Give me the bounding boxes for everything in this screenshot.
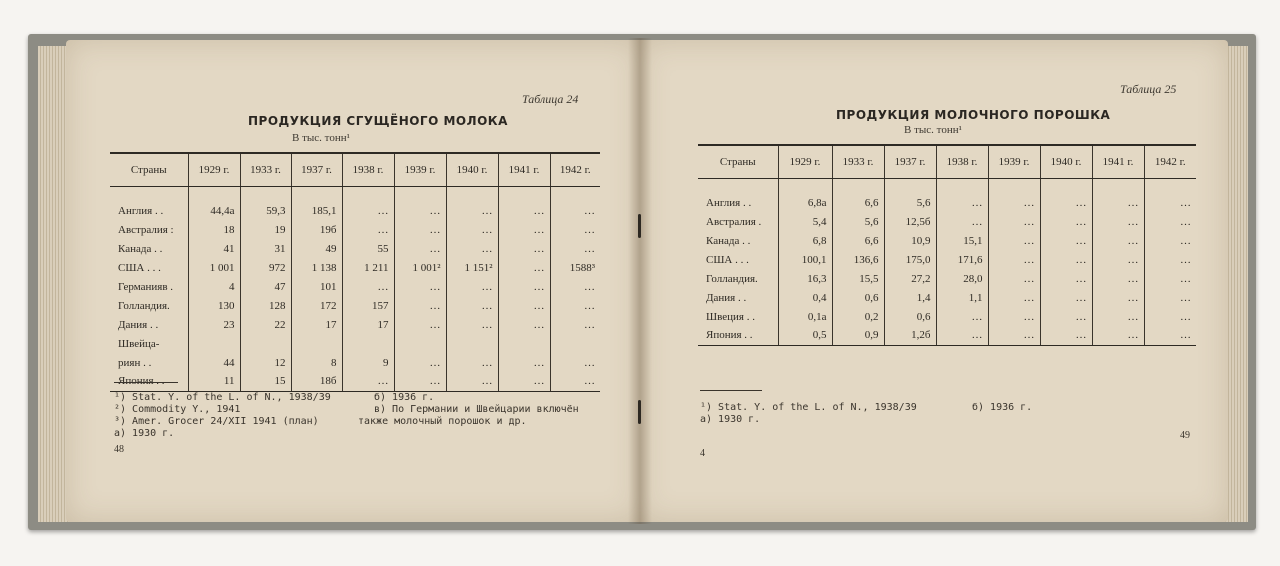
- column-header-year: 1941 г.: [498, 153, 550, 187]
- binding-stitch: [638, 214, 641, 238]
- value-cell: …: [446, 277, 498, 296]
- value-cell: …: [1144, 250, 1196, 269]
- value-cell: …: [498, 315, 550, 334]
- value-cell: 130: [188, 296, 240, 315]
- value-cell: 5,4: [778, 212, 832, 231]
- value-cell: …: [498, 277, 550, 296]
- column-header-year: 1937 г.: [884, 145, 936, 179]
- value-cell: 9: [342, 353, 394, 372]
- signature-mark: 4: [700, 448, 705, 459]
- column-header-year: 1933 г.: [240, 153, 291, 187]
- book-spine: [628, 38, 652, 524]
- value-cell: …: [1144, 288, 1196, 307]
- value-cell: …: [342, 372, 394, 391]
- value-cell: 101: [291, 277, 342, 296]
- table-row: [110, 296, 600, 315]
- country-cell: Голландия.: [706, 272, 758, 285]
- value-cell: 5,6: [832, 212, 884, 231]
- value-cell: …: [988, 269, 1040, 288]
- table-unit: В тыс. тонн¹: [292, 132, 350, 144]
- column-header-year: 1941 г.: [1092, 145, 1144, 179]
- footnote: в) По Германии и Швейцарии включён: [374, 404, 579, 415]
- footnote: б) 1936 г.: [374, 392, 435, 403]
- footnote: ¹) Stat. Y. of the L. of N., 1938/39: [700, 402, 917, 413]
- table-row: [698, 231, 1196, 250]
- table-row: [698, 250, 1196, 269]
- table-row: [110, 372, 600, 391]
- table-number: Таблица 24: [522, 92, 579, 106]
- value-cell: …: [988, 250, 1040, 269]
- value-cell: [291, 334, 342, 353]
- table-title: ПРОДУКЦИЯ МОЛОЧНОГО ПОРОШКА: [836, 108, 1111, 122]
- value-cell: 0,6: [832, 288, 884, 307]
- page-number: 49: [1180, 430, 1190, 441]
- value-cell: …: [342, 277, 394, 296]
- table-row: [698, 269, 1196, 288]
- value-cell: 100,1: [778, 250, 832, 269]
- table-row: [110, 277, 600, 296]
- table-row: [698, 326, 1196, 345]
- value-cell: 55: [342, 239, 394, 258]
- column-header-year: 1937 г.: [291, 153, 342, 187]
- value-cell: [240, 334, 291, 353]
- value-cell: 6,6: [832, 193, 884, 212]
- value-cell: …: [446, 372, 498, 391]
- value-cell: …: [988, 326, 1040, 345]
- value-cell: [498, 334, 550, 353]
- page-number: 48: [114, 444, 124, 455]
- value-cell: …: [394, 220, 446, 239]
- value-cell: …: [498, 296, 550, 315]
- value-cell: …: [1092, 231, 1144, 250]
- value-cell: 49: [291, 239, 342, 258]
- value-cell: 44,4а: [188, 201, 240, 220]
- value-cell: …: [1092, 288, 1144, 307]
- value-cell: 0,6: [884, 307, 936, 326]
- value-cell: 23: [188, 315, 240, 334]
- value-cell: …: [1092, 250, 1144, 269]
- column-header-country: Страны: [110, 153, 188, 187]
- value-cell: …: [394, 201, 446, 220]
- value-cell: …: [446, 353, 498, 372]
- value-cell: …: [988, 288, 1040, 307]
- value-cell: …: [1040, 326, 1092, 345]
- value-cell: 1 151²: [446, 258, 498, 277]
- country-cell: Голландия.: [118, 299, 170, 312]
- value-cell: 1,2б: [884, 326, 936, 345]
- value-cell: …: [1144, 231, 1196, 250]
- footnote: ³) Amer. Grocer 24/XII 1941 (план): [114, 416, 319, 427]
- table-row: [110, 201, 600, 220]
- value-cell: 4: [188, 277, 240, 296]
- value-cell: 136,6: [832, 250, 884, 269]
- value-cell: 1,4: [884, 288, 936, 307]
- country-cell: США . . .: [118, 261, 161, 274]
- value-cell: 0,5: [778, 326, 832, 345]
- value-cell: …: [498, 372, 550, 391]
- table-row: [110, 258, 600, 277]
- value-cell: 28,0: [936, 269, 988, 288]
- column-header-year: 1929 г.: [188, 153, 240, 187]
- value-cell: 6,8: [778, 231, 832, 250]
- country-cell: Дания . .: [118, 318, 159, 331]
- value-cell: 18б: [291, 372, 342, 391]
- table-title: ПРОДУКЦИЯ СГУЩЁНОГО МОЛОКА: [248, 114, 508, 128]
- value-cell: …: [446, 239, 498, 258]
- value-cell: …: [1040, 250, 1092, 269]
- value-cell: 10,9: [884, 231, 936, 250]
- right-page: [640, 40, 1228, 522]
- value-cell: 12: [240, 353, 291, 372]
- value-cell: …: [394, 239, 446, 258]
- value-cell: 44: [188, 353, 240, 372]
- table-row: [698, 193, 1196, 212]
- value-cell: …: [936, 326, 988, 345]
- value-cell: 5,6: [884, 193, 936, 212]
- value-cell: 1 001²: [394, 258, 446, 277]
- value-cell: …: [498, 220, 550, 239]
- footnote: ²) Commodity Y., 1941: [114, 404, 241, 415]
- value-cell: [188, 334, 240, 353]
- footnote: также молочный порошок и др.: [358, 416, 527, 427]
- value-cell: 19б: [291, 220, 342, 239]
- value-cell: 0,4: [778, 288, 832, 307]
- value-cell: [550, 334, 600, 353]
- footnote-rule: [114, 382, 178, 383]
- column-header-year: 1942 г.: [550, 153, 600, 187]
- value-cell: …: [446, 296, 498, 315]
- value-cell: 11: [188, 372, 240, 391]
- country-cell: Англия . .: [706, 196, 752, 209]
- value-cell: 15: [240, 372, 291, 391]
- value-cell: …: [498, 201, 550, 220]
- value-cell: …: [550, 353, 600, 372]
- value-cell: …: [1040, 212, 1092, 231]
- country-cell: Швеция . .: [706, 310, 755, 323]
- value-cell: …: [1040, 269, 1092, 288]
- table-row: [698, 212, 1196, 231]
- condensed-milk-table: [110, 152, 600, 392]
- value-cell: …: [550, 239, 600, 258]
- value-cell: …: [550, 296, 600, 315]
- value-cell: 19: [240, 220, 291, 239]
- value-cell: 172: [291, 296, 342, 315]
- value-cell: 17: [342, 315, 394, 334]
- value-cell: …: [988, 307, 1040, 326]
- value-cell: 12,5б: [884, 212, 936, 231]
- table-row: [110, 334, 600, 353]
- value-cell: 17: [291, 315, 342, 334]
- value-cell: …: [1144, 326, 1196, 345]
- milk-powder-table: [698, 144, 1196, 346]
- value-cell: 1 001: [188, 258, 240, 277]
- country-cell: Швейца-: [118, 337, 160, 350]
- country-cell: Австралия .: [706, 215, 762, 228]
- value-cell: …: [1040, 231, 1092, 250]
- value-cell: 972: [240, 258, 291, 277]
- value-cell: 128: [240, 296, 291, 315]
- value-cell: 41: [188, 239, 240, 258]
- value-cell: …: [394, 372, 446, 391]
- value-cell: …: [394, 315, 446, 334]
- value-cell: 59,3: [240, 201, 291, 220]
- value-cell: …: [446, 201, 498, 220]
- country-cell: Япония . .: [698, 326, 778, 345]
- column-header-year: 1942 г.: [1144, 145, 1196, 179]
- value-cell: …: [394, 296, 446, 315]
- value-cell: …: [498, 239, 550, 258]
- column-header-year: 1939 г.: [394, 153, 446, 187]
- table-row: [110, 353, 600, 372]
- value-cell: 171,6: [936, 250, 988, 269]
- value-cell: …: [936, 212, 988, 231]
- value-cell: 6,8а: [778, 193, 832, 212]
- value-cell: …: [1144, 193, 1196, 212]
- value-cell: …: [1092, 326, 1144, 345]
- value-cell: …: [394, 353, 446, 372]
- value-cell: 15,5: [832, 269, 884, 288]
- value-cell: …: [988, 231, 1040, 250]
- value-cell: …: [936, 193, 988, 212]
- value-cell: [394, 334, 446, 353]
- country-cell: Дания . .: [706, 291, 747, 304]
- table-row: [110, 220, 600, 239]
- footnote: ¹) Stat. Y. of the L. of N., 1938/39: [114, 392, 331, 403]
- table-spacer-row: [110, 187, 600, 202]
- value-cell: …: [498, 258, 550, 277]
- value-cell: 6,6: [832, 231, 884, 250]
- value-cell: 22: [240, 315, 291, 334]
- table-spacer-row: [698, 179, 1196, 194]
- table-number: Таблица 25: [1120, 82, 1177, 96]
- left-page: [66, 40, 640, 522]
- value-cell: …: [1092, 269, 1144, 288]
- value-cell: …: [1144, 307, 1196, 326]
- value-cell: …: [498, 353, 550, 372]
- value-cell: 15,1: [936, 231, 988, 250]
- footnote-rule: [700, 390, 762, 391]
- country-cell: Канада . .: [118, 242, 163, 255]
- column-header-year: 1933 г.: [832, 145, 884, 179]
- country-cell: риян . .: [118, 356, 152, 369]
- value-cell: …: [936, 307, 988, 326]
- table-row: [110, 315, 600, 334]
- table-row: [698, 288, 1196, 307]
- value-cell: …: [1144, 269, 1196, 288]
- value-cell: 1 138: [291, 258, 342, 277]
- country-cell: США . . .: [706, 253, 749, 266]
- value-cell: …: [1144, 212, 1196, 231]
- value-cell: …: [342, 201, 394, 220]
- value-cell: 16,3: [778, 269, 832, 288]
- country-cell: Канада . .: [706, 234, 751, 247]
- value-cell: 157: [342, 296, 394, 315]
- value-cell: 0,9: [832, 326, 884, 345]
- country-cell: Австралия :: [118, 223, 174, 236]
- value-cell: 1588³: [550, 258, 600, 277]
- value-cell: …: [1040, 193, 1092, 212]
- column-header-year: 1938 г.: [342, 153, 394, 187]
- value-cell: 185,1: [291, 201, 342, 220]
- value-cell: 27,2: [884, 269, 936, 288]
- column-header-year: 1940 г.: [446, 153, 498, 187]
- value-cell: [446, 334, 498, 353]
- column-header-year: 1929 г.: [778, 145, 832, 179]
- value-cell: 175,0: [884, 250, 936, 269]
- value-cell: 1,1: [936, 288, 988, 307]
- column-header-country: Страны: [698, 145, 778, 179]
- value-cell: 1 211: [342, 258, 394, 277]
- value-cell: …: [446, 220, 498, 239]
- footnote: а) 1930 г.: [700, 414, 761, 425]
- value-cell: 8: [291, 353, 342, 372]
- value-cell: 31: [240, 239, 291, 258]
- value-cell: 18: [188, 220, 240, 239]
- value-cell: …: [1040, 307, 1092, 326]
- value-cell: …: [988, 193, 1040, 212]
- value-cell: …: [446, 315, 498, 334]
- value-cell: …: [550, 315, 600, 334]
- table-unit: В тыс. тонн¹: [904, 124, 962, 136]
- footnote: а) 1930 г.: [114, 428, 175, 439]
- column-header-year: 1940 г.: [1040, 145, 1092, 179]
- value-cell: …: [550, 372, 600, 391]
- column-header-year: 1938 г.: [936, 145, 988, 179]
- value-cell: …: [988, 212, 1040, 231]
- column-header-year: 1939 г.: [988, 145, 1040, 179]
- value-cell: …: [1092, 307, 1144, 326]
- value-cell: [342, 334, 394, 353]
- country-cell: Германияв .: [118, 280, 174, 293]
- value-cell: 0,2: [832, 307, 884, 326]
- value-cell: …: [550, 201, 600, 220]
- footnote: б) 1936 г.: [972, 402, 1033, 413]
- value-cell: …: [550, 220, 600, 239]
- table-row: [698, 307, 1196, 326]
- value-cell: …: [1092, 193, 1144, 212]
- table-row: [110, 239, 600, 258]
- value-cell: 0,1а: [778, 307, 832, 326]
- value-cell: …: [394, 277, 446, 296]
- value-cell: …: [1040, 288, 1092, 307]
- country-cell: Англия . .: [118, 204, 164, 217]
- value-cell: …: [1092, 212, 1144, 231]
- value-cell: …: [550, 277, 600, 296]
- value-cell: 47: [240, 277, 291, 296]
- binding-stitch: [638, 400, 641, 424]
- value-cell: …: [342, 220, 394, 239]
